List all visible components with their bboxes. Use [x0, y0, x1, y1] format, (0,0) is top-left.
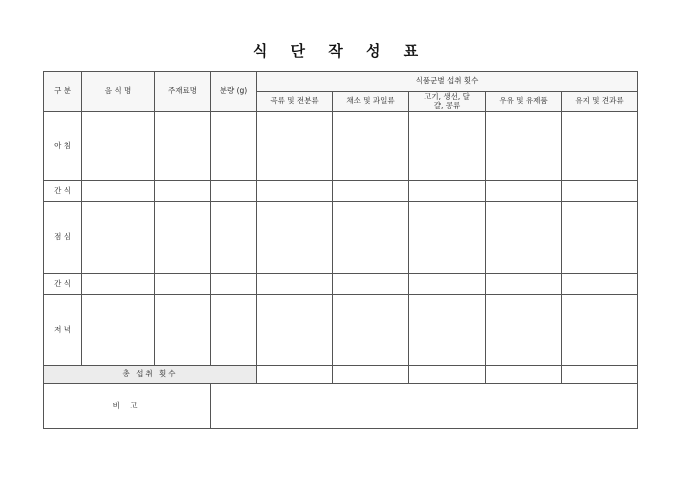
main-ingredient-cell[interactable]	[155, 295, 211, 366]
food-group-count-header: 식품군별 섭취 횟수	[257, 72, 638, 92]
protein-cell[interactable]	[409, 202, 486, 274]
dairy-cell[interactable]	[486, 295, 562, 366]
protein-cell[interactable]	[409, 274, 486, 295]
dish-name-cell[interactable]	[82, 274, 155, 295]
fats-nuts-cell[interactable]	[562, 112, 638, 181]
fats-nuts-cell[interactable]	[562, 274, 638, 295]
main-ingredient-header: 주재료명	[155, 72, 211, 112]
main-ingredient-cell[interactable]	[155, 274, 211, 295]
meal-row-breakfast	[44, 112, 638, 181]
meal-row-snack-2	[44, 274, 638, 295]
total-dairy-cell[interactable]	[486, 366, 562, 384]
total-protein-cell[interactable]	[409, 366, 486, 384]
amount-cell[interactable]	[211, 112, 257, 181]
grains-cell[interactable]	[257, 274, 333, 295]
dairy-cell[interactable]	[486, 181, 562, 202]
meal-label: 저 녁	[44, 295, 82, 366]
total-fats-nuts-cell[interactable]	[562, 366, 638, 384]
grains-cell[interactable]	[257, 202, 333, 274]
dish-name-cell[interactable]	[82, 202, 155, 274]
amount-header: 분량 (g)	[211, 72, 257, 112]
meal-row-snack-1	[44, 181, 638, 202]
page-title: 식 단 작 성 표	[252, 42, 428, 60]
grains-cell[interactable]	[257, 295, 333, 366]
protein-cell[interactable]	[409, 181, 486, 202]
dairy-cell[interactable]	[486, 274, 562, 295]
meal-label: 점 심	[44, 202, 82, 274]
total-label: 총 섭취 횟수	[44, 366, 257, 384]
vegetables-fruits-cell[interactable]	[333, 295, 409, 366]
vegetables-fruits-cell[interactable]	[333, 112, 409, 181]
meal-row-lunch	[44, 202, 638, 274]
group-header-fats-nuts: 유지 및 견과류	[562, 92, 638, 112]
meal-label: 간 식	[44, 274, 82, 295]
fats-nuts-cell[interactable]	[562, 202, 638, 274]
category-header: 구 분	[44, 72, 82, 112]
protein-cell[interactable]	[409, 112, 486, 181]
group-header-dairy: 우유 및 유제품	[486, 92, 562, 112]
main-ingredient-cell[interactable]	[155, 181, 211, 202]
group-header-vegetables-fruits: 채소 및 과일류	[333, 92, 409, 112]
header-row-1	[44, 72, 638, 92]
group-header-protein: 고기, 생선, 달걀, 콩류	[409, 92, 486, 112]
dairy-cell[interactable]	[486, 112, 562, 181]
amount-cell[interactable]	[211, 202, 257, 274]
dish-name-cell[interactable]	[82, 295, 155, 366]
vegetables-fruits-cell[interactable]	[333, 181, 409, 202]
remark-row	[44, 384, 638, 429]
main-ingredient-cell[interactable]	[155, 112, 211, 181]
remark-cell[interactable]	[211, 384, 638, 429]
meal-label: 간 식	[44, 181, 82, 202]
amount-cell[interactable]	[211, 274, 257, 295]
meal-plan-table	[43, 71, 638, 429]
group-header-grains: 곡류 및 전분류	[257, 92, 333, 112]
amount-cell[interactable]	[211, 181, 257, 202]
vegetables-fruits-cell[interactable]	[333, 202, 409, 274]
amount-cell[interactable]	[211, 295, 257, 366]
vegetables-fruits-cell[interactable]	[333, 274, 409, 295]
fats-nuts-cell[interactable]	[562, 181, 638, 202]
grains-cell[interactable]	[257, 181, 333, 202]
grains-cell[interactable]	[257, 112, 333, 181]
main-ingredient-cell[interactable]	[155, 202, 211, 274]
meal-label: 아 침	[44, 112, 82, 181]
dairy-cell[interactable]	[486, 202, 562, 274]
dish-name-cell[interactable]	[82, 112, 155, 181]
meal-row-dinner	[44, 295, 638, 366]
total-row	[44, 366, 638, 384]
remark-label: 비 고	[44, 384, 211, 429]
fats-nuts-cell[interactable]	[562, 295, 638, 366]
protein-cell[interactable]	[409, 295, 486, 366]
dish-name-header: 음 식 명	[82, 72, 155, 112]
dish-name-cell[interactable]	[82, 181, 155, 202]
total-vegetables-fruits-cell[interactable]	[333, 366, 409, 384]
total-grains-cell[interactable]	[257, 366, 333, 384]
